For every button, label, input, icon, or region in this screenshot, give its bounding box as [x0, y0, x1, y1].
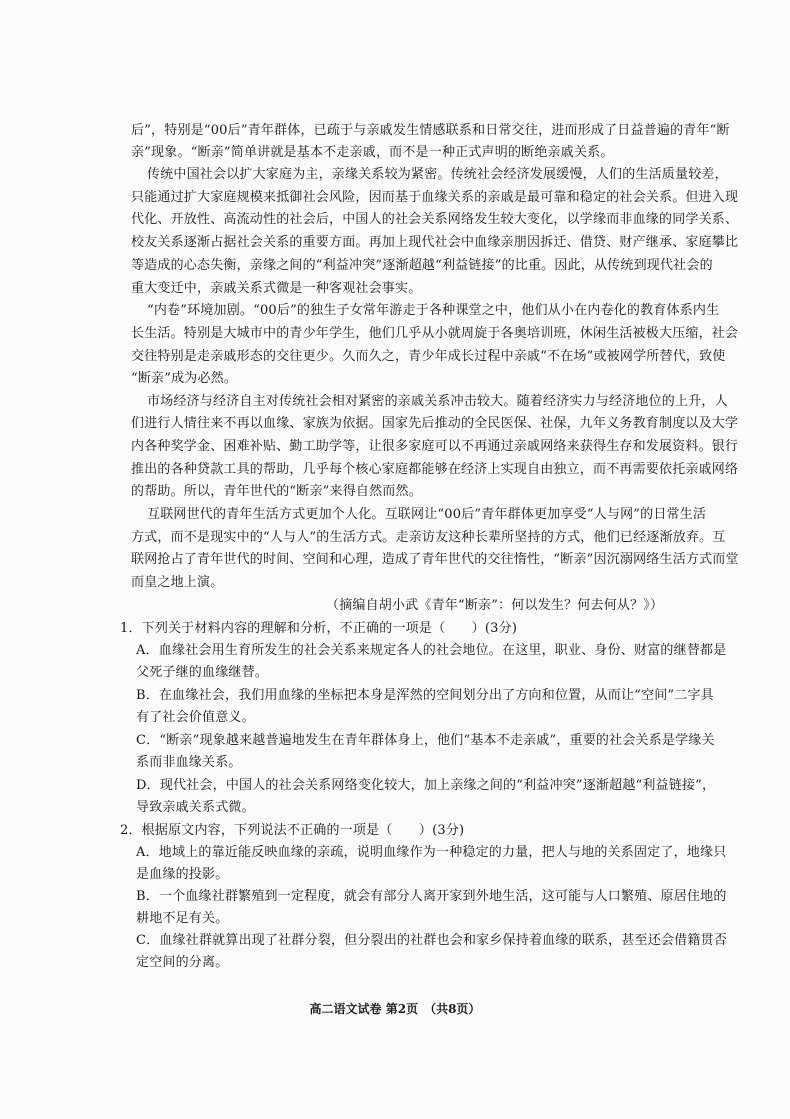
passage-line: 联网抢占了青年世代的时间、空间和心理，造成了青年世代的交往惰性，“断亲”因沉溺网络生活方式而堂 — [131, 552, 739, 567]
question-option: A．血缘社会用生育所发生的社会关系来规定各人的社会地位。在这里，职业、身份、财富的继替都是 — [136, 643, 727, 658]
passage-line: 校友关系逐渐占据社会关系的重要方面。再加上现代社会中血缘亲朋因拆迁、借贷、财产继承、家庭攀比 — [131, 235, 739, 250]
passage-line: “断亲”成为必然。 — [131, 371, 238, 386]
question-option: B．在血缘社会，我们用血缘的坐标把本身是浑然的空间划分出了方向和位置，从而让“空间”二字具 — [136, 688, 714, 703]
passage-line: 互联网世代的青年生活方式更加个人化。互联网让“00后”青年群体更加享受“人与网”的日常生活 — [147, 507, 707, 522]
question-option-continued: 导致亲戚关系式微。 — [136, 800, 255, 815]
page-footer: 高二语文试卷 第2页 （共8页） — [309, 1002, 481, 1016]
passage-line: 传统中国社会以扩大家庭为主，亲缘关系较为紧密。传统社会经济发展缓慢，人们的生活质量较差， — [147, 167, 728, 182]
passage-line: 后”，特别是“00后”青年群体，已疏于与亲戚发生情感联系和日常交往，进而形成了日益普遍的青年“断 — [131, 123, 730, 138]
passage-line: 亲”现象。“断亲”简单讲就是基本不走亲戚，而不是一种正式声明的断绝亲戚关系。 — [131, 145, 614, 160]
passage-line: 长生活。特别是大城市中的青少年学生，他们几乎从小就周旋于各奥培训班，休闲生活被极大压缩，社会 — [131, 326, 739, 341]
passage-line: 推出的各种贷款工具的帮助，几乎每个核心家庭都能够在经济上实现自由独立，而不再需要依托亲戚网络 — [131, 462, 739, 477]
passage-line: 市场经济与经济自主对传统社会相对紧密的亲戚关系冲击较大。随着经济实力与经济地位的上升，人 — [147, 394, 728, 409]
passage-line: 方式，而不是现实中的“人与人”的生活方式。走亲访友这种长辈所坚持的方式，他们已经逐渐放弃。互 — [131, 530, 726, 545]
passage-line: 只能通过扩大家庭规模来抵御社会风险，因而基于血缘关系的亲戚是最可靠和稳定的社会关系。但进入现 — [131, 190, 739, 205]
passage-source: （摘编自胡小武《青年“断亲”：何以发生？何去何从？》） — [326, 598, 664, 613]
passage-line: 交往特别是走亲戚形态的交往更少。久而久之，青少年成长过程中亲戚“不在场”或被网学所替代，致使 — [131, 349, 726, 364]
question-option-continued: 定空间的分离。 — [136, 955, 229, 970]
question-option: D．现代社会，中国人的社会关系网络变化较大，加上亲缘之间的“利益冲突”逐渐超越“利益链接”， — [136, 778, 716, 793]
passage-line: 们进行人情往来不再以血缘、家族为依据。国家先后推动的全民医保、社保，九年义务教育制度以及大学 — [131, 416, 739, 431]
passage-line: 代化、开放性、高流动性的社会后，中国人的社会关系网络发生较大变化，以学缘而非血缘的同学关系、 — [131, 212, 739, 227]
question-option: C．“断亲”现象越来越普遍地发生在青年群体身上，他们“基本不走亲戚”，重要的社会关系是学缘关 — [136, 733, 715, 748]
question-option: C．血缘社群就算出现了社群分裂，但分裂出的社群也会和家乡保持着血缘的联系，甚至还会借籍贯否 — [136, 933, 727, 948]
passage-line: 的帮助。所以，青年世代的“断亲”来得自然而然。 — [131, 484, 422, 499]
passage-line: 内各种奖学金、困难补贴、勤工助学等，让很多家庭可以不再通过亲戚网络来获得生存和发展资料。银行 — [131, 439, 739, 454]
passage-line: 等造成的心态失衡，亲缘之间的“利益冲突”逐渐超越“利益链接”的比重。因此，从传统到现代社会的 — [131, 258, 713, 273]
question-stem: 1．下列关于材料内容的理解和分析，不正确的一项是（ ）(3分) — [120, 621, 518, 636]
passage-line: 而皇之地上演。 — [131, 575, 224, 590]
question-option-continued: 耕地不足有关。 — [136, 911, 229, 926]
passage-line: “内卷”环境加剧。“00后”的独生子女常年游走于各种课堂之中，他们从小在内卷化的教育体系内生 — [147, 303, 720, 318]
question-option-continued: 是血缘的投影。 — [136, 867, 229, 882]
question-option-continued: 父死子继的血缘继替。 — [136, 665, 269, 680]
question-option: B．一个血缘社群繁殖到一定程度，就会有部分人离开家到外地生活，这可能与人口繁殖、原居住地的 — [136, 889, 727, 904]
question-option-continued: 系而非血缘关系。 — [136, 755, 242, 770]
question-stem: 2．根据原文内容，下列说法不正确的一项是（ ）(3分) — [120, 823, 465, 838]
question-option-continued: 有了社会价值意义。 — [136, 710, 255, 725]
question-option: A．地域上的靠近能反映血缘的亲疏，说明血缘作为一种稳定的力量，把人与地的关系固定了，地缘只 — [136, 845, 727, 860]
passage-line: 重大变迁中，亲戚关系式微是一种客观社会事实。 — [131, 281, 422, 296]
